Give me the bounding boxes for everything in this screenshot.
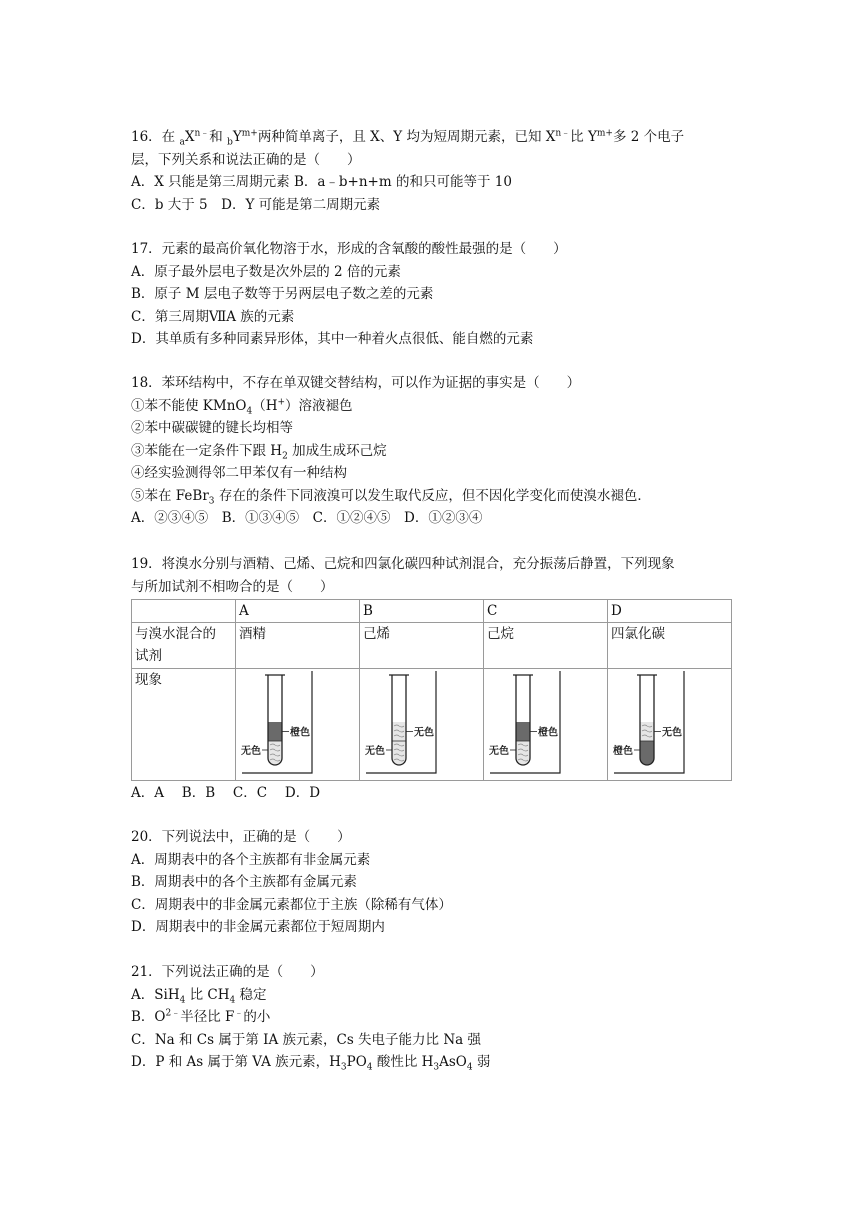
q18-statement-4: ④经实验测得邻二甲苯仅有一种结构: [131, 465, 347, 481]
q19-stem-line1: 19．将溴水分别与酒精、己烯、己烷和四氯化碳四种试剂混合，充分振荡后静置，下列现象: [131, 556, 675, 572]
lower-layer-label: 橙色: [613, 746, 633, 757]
table-header-cell: B: [360, 600, 484, 623]
table-cell: 四氯化碳: [608, 623, 732, 669]
q17-option-c: C．第三周期ⅦA 族的元素: [131, 308, 295, 325]
table-header-cell: [132, 600, 236, 623]
question-20: [131, 826, 731, 939]
table-header-cell: A: [236, 600, 360, 623]
q21-stem: 21．下列说法正确的是（ ）: [131, 964, 324, 980]
q20-option-a: A．周期表中的各个主族都有非金属元素: [131, 851, 371, 868]
test-tube-cell: [236, 669, 360, 781]
q18-statement-5: ⑤苯在 FeBr$_3$ 存在的条件下同液溴可以发生取代反应，但不因化学变化而使溴水褪色．: [131, 487, 651, 507]
q16-stem-line2: 层，下列关系和说法正确的是（ ）: [131, 151, 361, 168]
upper-layer-label: 无色: [662, 727, 682, 739]
tube-upper-layer: [268, 722, 282, 741]
test-tube-cell: [484, 669, 608, 781]
q17-stem: 17．元素的最高价氧化物溶于水，形成的含氧酸的酸性最强的是（ ）: [131, 241, 567, 257]
table-header-cell: D: [608, 600, 732, 623]
tube-lower-layer: [640, 741, 654, 765]
q20-option-b: B．周期表中的各个主族都有金属元素: [131, 874, 357, 890]
q20-option-c: C．周期表中的非金属元素都位于主族（除稀有气体）: [131, 896, 452, 913]
q20-option-d: D．周期表中的非金属元素都位于短周期内: [131, 919, 385, 935]
question-21: [131, 961, 731, 1074]
lower-layer-label: 无色: [241, 746, 261, 757]
phenomenon-row-label: 现象: [132, 669, 236, 781]
table-cell: 己烷: [484, 623, 608, 669]
q16-options-ab: A．X 只能是第三周期元素 B．a﹣b+n+m 的和只可能等于 10: [131, 174, 512, 190]
q18-statement-3: ③苯能在一定条件下跟 $H_2$ 加成生成环己烷: [131, 442, 387, 462]
q18-statement-1: ①苯不能使 KMnO$_4$（H+）溶液褪色: [131, 397, 353, 417]
upper-layer-label: 橙色: [538, 727, 558, 739]
q20-stem: 20．下列说法中，正确的是（ ）: [131, 829, 351, 845]
lower-layer-label: 无色: [489, 746, 509, 757]
q17-option-b: B．原子 M 层电子数等于另两层电子数之差的元素: [131, 286, 434, 302]
reagent-row-label: 与溴水混合的 试剂: [132, 623, 236, 669]
test-tube-diagram: [236, 669, 360, 780]
q18-stem: 18．苯环结构中，不存在单双键交替结构，可以作为证据的事实是（ ）: [131, 375, 581, 391]
table-cell: 酒精: [236, 623, 360, 669]
q21-option-b: B．$O^{2﹣}$半径比 F﹣的小: [131, 1008, 271, 1025]
q16-options-cd: C．b 大于 5 D．Y 可能是第二周期元素: [131, 196, 381, 213]
q17-option-d: D．其单质有多种同素异形体，其中一种着火点很低、能自燃的元素: [131, 331, 534, 347]
q21-option-d: D．P 和 As 属于第 VA 族元素，$H_3PO_4$ 酸性比 $H_3AsO_4$ 弱: [131, 1054, 491, 1073]
question-16: [131, 126, 731, 216]
q18-statement-2: ②苯中碳碳键的键长均相等: [131, 420, 293, 436]
test-tube-diagram: [608, 669, 732, 780]
upper-layer-label: 橙色: [290, 727, 310, 739]
q19-stem-line2: 与所加试剂不相吻合的是（ ）: [131, 578, 334, 595]
question-19: [131, 553, 731, 598]
q16-stem-line1: 16．在 $_aX^{n﹣}$和 $_bY^{m+}$两种简单离子，且 X、Y 均为短周期元素，已知 $X^{n﹣}$比 $Y^{m+}$多 2 个电子: [131, 128, 685, 148]
experiment-table: [131, 599, 732, 781]
test-tube-cell: [360, 669, 484, 781]
lower-layer-label: 无色: [365, 746, 385, 757]
test-tube-diagram: [484, 669, 608, 780]
table-cell: 己烯: [360, 623, 484, 669]
table-header-cell: C: [484, 600, 608, 623]
q19-options: A．A B．B C．C D．D: [131, 785, 321, 801]
q21-option-c: C．Na 和 Cs 属于第 IA 族元素，Cs 失电子能力比 Na 强: [131, 1031, 481, 1048]
q18-options: A．②③④⑤ B．①③④⑤ C．①②④⑤ D．①②③④: [131, 510, 483, 526]
q21-option-a: A．SiH$_4$ 比 $CH_4$ 稳定: [131, 986, 267, 1006]
upper-layer-label: 无色: [414, 727, 434, 739]
q19-options-block: [131, 782, 731, 805]
q17-option-a: A．原子最外层电子数是次外层的 2 倍的元素: [131, 263, 401, 280]
test-tube-diagram: [360, 669, 484, 780]
test-tube-cell: [608, 669, 732, 781]
question-18: [131, 372, 731, 530]
question-17: [131, 238, 731, 351]
tube-upper-layer: [516, 722, 530, 741]
